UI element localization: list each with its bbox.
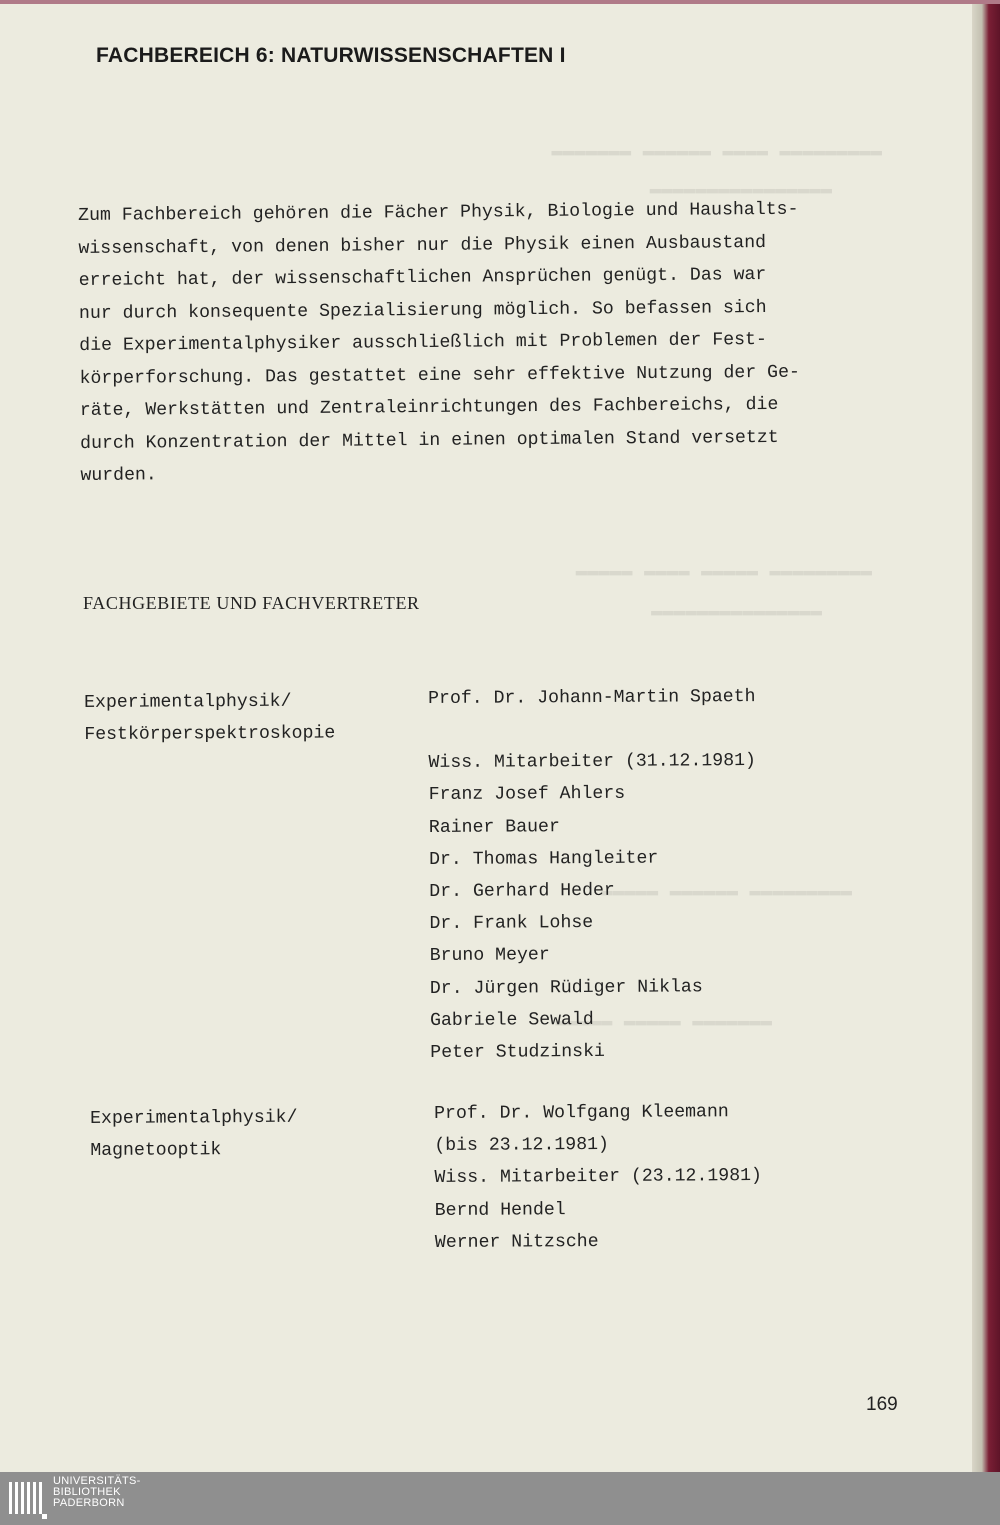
field-label: Magnetooptik [90,1140,222,1162]
staff-member: Gabriele Sewald [430,1009,594,1031]
intro-paragraph [78,193,919,493]
entry-2-field [90,1102,298,1168]
staff-heading: Wiss. Mitarbeiter (23.12.1981) [434,1166,762,1189]
field-label: Experimentalphysik/ [84,691,292,713]
intro-line: die Experimentalphysiker ausschließlich mit Problemen der Fest- [79,329,767,356]
entry-1-people [428,681,758,1069]
intro-line: erreicht hat, der wissenschaftlichen Ansprüchen genügt. Das war [78,264,767,291]
professor-note: (bis 23.12.1981) [434,1135,609,1157]
top-edge [0,0,1000,4]
staff-member: Dr. Jürgen Rüdiger Niklas [429,976,703,999]
library-name-line: BIBLIOTHEK [53,1486,121,1498]
staff-member: Peter Studzinski [430,1041,605,1064]
library-name [53,1476,141,1509]
entry-2-people [434,1096,762,1259]
intro-line: körperforschung. Das gestattet eine sehr effektive Nutzung der Ge- [79,362,800,389]
intro-line: nur durch konsequente Spezialisierung möglich. So befassen sich [78,297,767,324]
staff-heading: Wiss. Mitarbeiter (31.12.1981) [428,751,756,774]
staff-member: Franz Josef Ahlers [428,784,626,806]
library-footer [0,1472,1000,1525]
staff-member: Bruno Meyer [429,945,550,967]
intro-line: Zum Fachbereich gehören die Fächer Physik, Biologie und Haushalts- [78,199,799,226]
section-title: FACHGEBIETE UND FACHVERTRETER [83,593,420,613]
staff-member: Dr. Frank Lohse [429,913,594,935]
professor-name: Prof. Dr. Wolfgang Kleemann [434,1102,729,1124]
staff-member: Bernd Hendel [434,1199,566,1221]
field-label: Experimentalphysik/ [90,1107,298,1129]
staff-member: Dr. Thomas Hangleiter [429,848,659,870]
library-logo-icon [6,1476,48,1520]
staff-member: Dr. Gerhard Heder [429,880,615,903]
field-label: Festkörperspektroskopie [84,723,336,746]
library-name-line: UNIVERSITÄTS- [53,1475,141,1487]
intro-line: wissenschaft, von denen bisher nur die Physik einen Ausbaustand [78,232,767,259]
page-heading: FACHBEREICH 6: NATURWISSENSCHAFTEN I [96,44,566,67]
library-name-line: PADERBORN [53,1497,125,1509]
staff-member: Werner Nitzsche [434,1231,599,1253]
intro-line: wurden. [80,465,157,486]
page-number: 169 [866,1394,898,1415]
staff-member: Rainer Bauer [428,816,560,838]
intro-line: durch Konzentration der Mittel in einen optimalen Stand versetzt [80,427,779,454]
book-binding-edge [972,0,1000,1472]
entry-1-field [84,685,335,751]
bleed-through-texture: ▬▬▬▬▬▬▬▬▬ ▬▬▬▬ ▬▬▬▬▬▬ ▬▬▬▬▬▬▬ ▬▬▬▬▬▬▬▬▬▬▬▬▬▬▬▬ ▬▬▬▬▬▬▬▬▬ ▬▬▬▬▬ ▬▬▬▬ ▬▬▬▬▬ ▬▬▬▬▬▬▬▬▬▬▬▬▬▬▬ ▬▬▬▬▬▬▬▬▬ ▬▬▬▬▬▬ ▬▬▬▬▬ ▬▬▬▬▬▬▬ ▬▬▬▬▬ ▬▬▬▬▬ [551,140,882,1032]
professor-name: Prof. Dr. Johann-Martin Spaeth [428,686,756,709]
intro-line: räte, Werkstätten und Zentraleinrichtungen des Fachbereichs, die [79,394,779,421]
